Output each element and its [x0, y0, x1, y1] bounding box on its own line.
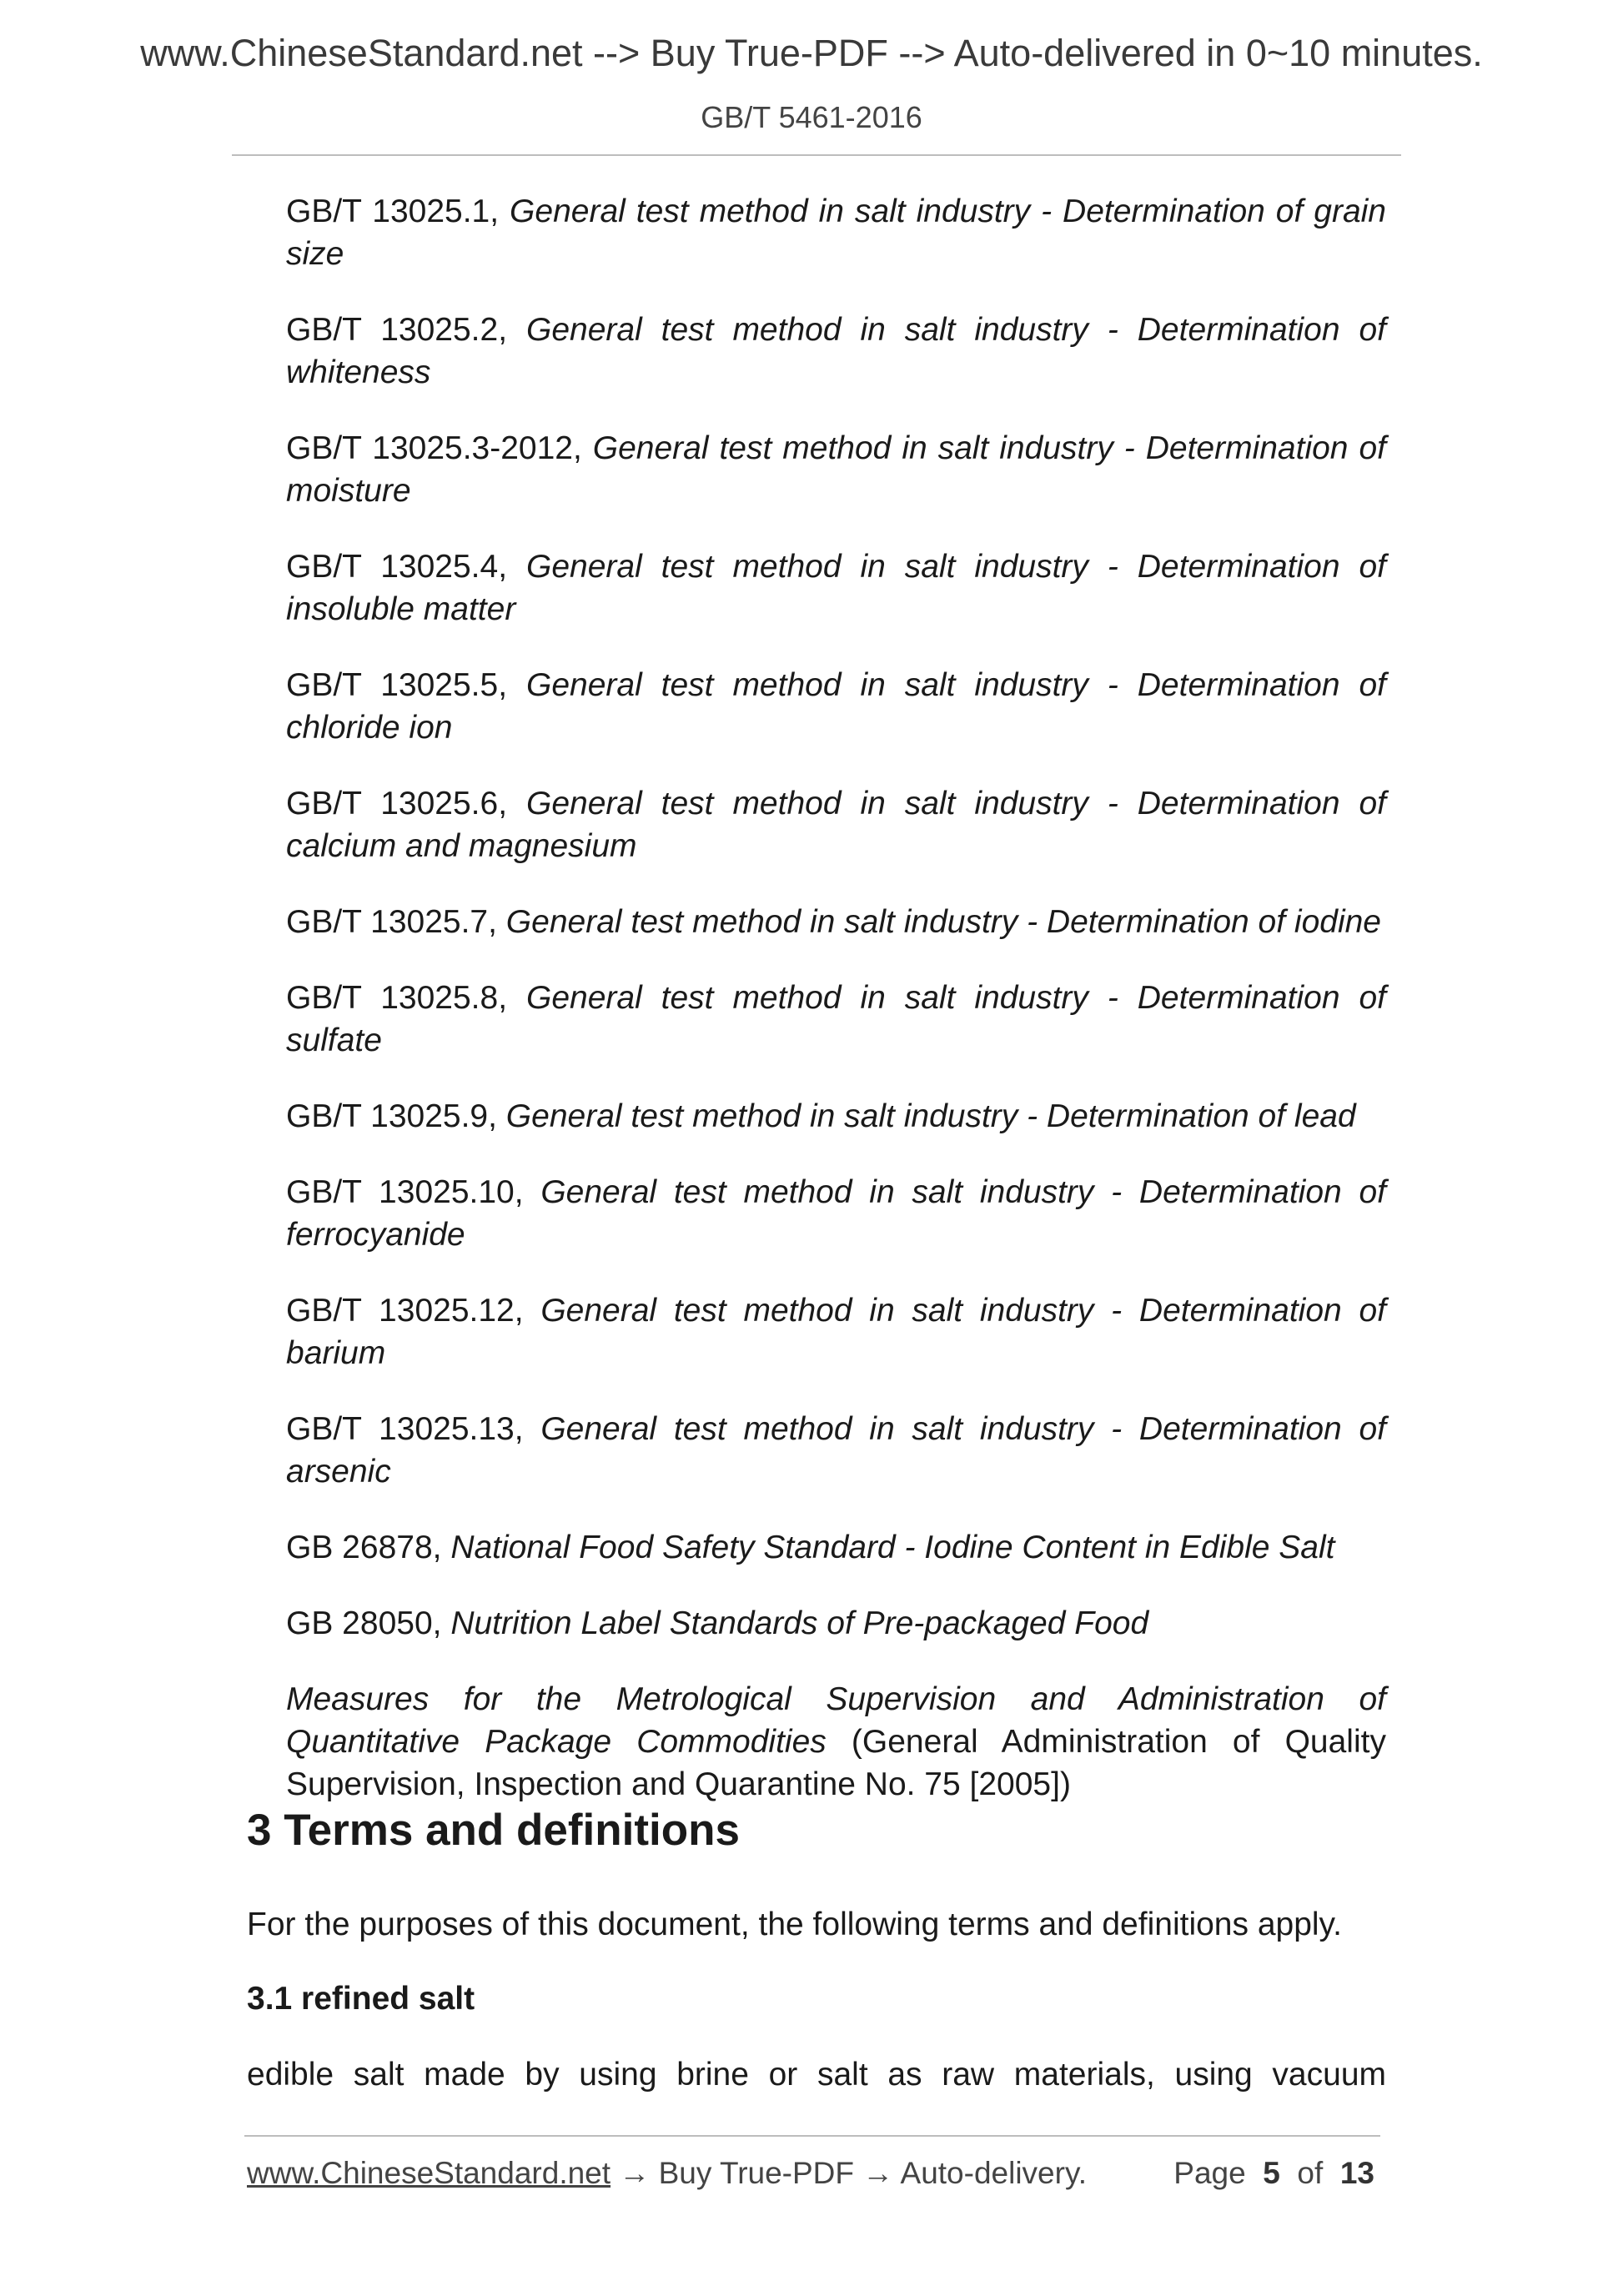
- reference-item: [286, 309, 1386, 394]
- reference-item: [286, 1289, 1386, 1374]
- reference-item: [286, 1678, 1386, 1806]
- reference-code: GB/T 13025.4,: [286, 549, 508, 585]
- reference-item: [286, 977, 1386, 1062]
- reference-code: GB 26878,: [286, 1530, 442, 1565]
- reference-item: [286, 901, 1386, 943]
- term-definition: edible salt made by using brine or salt as raw materials, using vacuum: [247, 2057, 1386, 2093]
- reference-title: General test method in salt industry - Determination of grain size: [286, 193, 1386, 272]
- header-banner: www.ChineseStandard.net --> Buy True-PDF --> Auto-delivered in 0~10 minutes.: [140, 32, 1483, 74]
- section-heading: 3 Terms and definitions: [247, 1806, 740, 1855]
- reference-title: General test method in salt industry - Determination of chloride ion: [286, 667, 1386, 746]
- reference-title: General test method in salt industry - Determination of ferrocyanide: [286, 1174, 1386, 1253]
- reference-title: General test method in salt industry - Determination of arsenic: [286, 1411, 1386, 1490]
- reference-code: GB/T 13025.1,: [286, 193, 500, 229]
- reference-code: GB/T 13025.13,: [286, 1411, 524, 1447]
- reference-title: General test method in salt industry - Determination of insoluble matter: [286, 549, 1386, 627]
- normative-references-list: [286, 190, 1386, 1839]
- header-divider: [232, 154, 1401, 156]
- reference-code: GB/T 13025.3-2012,: [286, 430, 582, 466]
- reference-item: [286, 190, 1386, 275]
- reference-title: General test method in salt industry - Determination of lead: [505, 1098, 1356, 1134]
- reference-code: GB/T 13025.6,: [286, 786, 508, 821]
- reference-title: National Food Safety Standard - Iodine Content in Edible Salt: [450, 1530, 1335, 1565]
- reference-title: General test method in salt industry - Determination of calcium and magnesium: [286, 786, 1386, 864]
- reference-code: GB/T 13025.2,: [286, 312, 508, 348]
- reference-code: GB 28050,: [286, 1605, 442, 1641]
- reference-item: [286, 545, 1386, 631]
- page-number: 5: [1263, 2156, 1280, 2190]
- page-footer: [247, 2156, 1381, 2191]
- reference-title: Measures for the Metrological Supervision and Administration of Quantitative Package Commodities: [286, 1681, 1386, 1760]
- footer-divider: [244, 2135, 1380, 2137]
- total-pages: 13: [1339, 2156, 1374, 2190]
- reference-note: (General Administration of Quality Supervision, Inspection and Quarantine No. 75 [2005]): [286, 1724, 1386, 1802]
- footer-tagline: → Buy True-PDF → Auto-delivery.: [611, 2156, 1087, 2190]
- reference-title: General test method in salt industry - Determination of iodine: [505, 904, 1381, 940]
- section-intro: For the purposes of this document, the following terms and definitions apply.: [247, 1907, 1342, 1942]
- reference-code: GB/T 13025.7,: [286, 904, 497, 940]
- reference-item: [286, 1602, 1386, 1645]
- reference-item: [286, 664, 1386, 749]
- term-title: 3.1 refined salt: [247, 1981, 475, 2017]
- reference-code: GB/T 13025.12,: [286, 1293, 524, 1329]
- footer-site-link[interactable]: www.ChineseStandard.net: [247, 2156, 611, 2190]
- reference-title: General test method in salt industry - Determination of sulfate: [286, 980, 1386, 1058]
- reference-item: [286, 1408, 1386, 1493]
- of-label: of: [1297, 2156, 1324, 2190]
- reference-title: General test method in salt industry - Determination of barium: [286, 1293, 1386, 1371]
- reference-item: [286, 1095, 1386, 1138]
- reference-title: General test method in salt industry - Determination of whiteness: [286, 312, 1386, 390]
- document-code: GB/T 5461-2016: [701, 100, 922, 134]
- reference-code: GB/T 13025.9,: [286, 1098, 497, 1134]
- reference-code: GB/T 13025.8,: [286, 980, 508, 1016]
- page-indicator: [1173, 2156, 1374, 2191]
- terms-section: [247, 1801, 1386, 2096]
- page-label: Page: [1173, 2156, 1246, 2190]
- reference-item: [286, 1526, 1386, 1569]
- reference-code: GB/T 13025.5,: [286, 667, 508, 703]
- reference-item: [286, 1171, 1386, 1256]
- reference-item: [286, 427, 1386, 512]
- reference-item: [286, 782, 1386, 867]
- reference-title: General test method in salt industry - Determination of moisture: [286, 430, 1386, 509]
- reference-title: Nutrition Label Standards of Pre-packaged Food: [450, 1605, 1149, 1641]
- reference-code: GB/T 13025.10,: [286, 1174, 524, 1210]
